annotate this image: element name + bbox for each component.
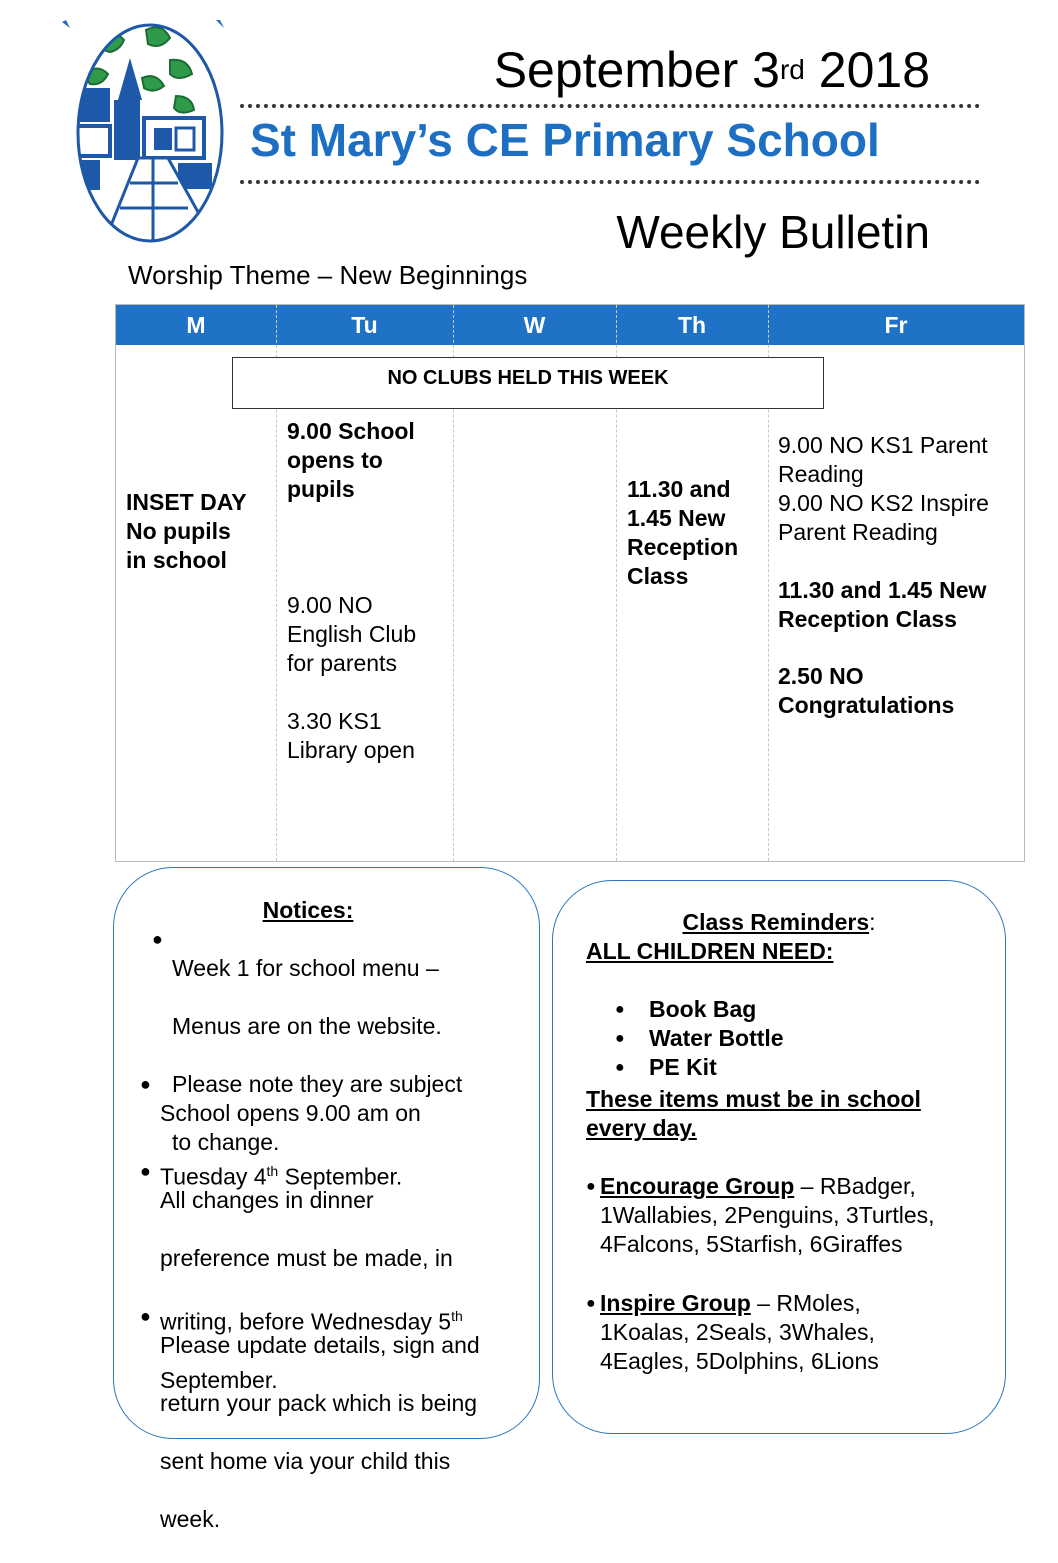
monday-cell: [126, 488, 247, 575]
inspire-label: Inspire Group: [600, 1290, 751, 1316]
encourage-label: Encourage Group: [600, 1173, 795, 1199]
list-item-text: Water Bottle: [649, 1025, 784, 1051]
monday-line: INSET DAY: [126, 489, 247, 515]
friday-line: 9.00 NO KS1 Parent: [778, 432, 988, 458]
notice-line: Please update details, sign and: [160, 1332, 480, 1358]
date-year: 2018: [804, 42, 930, 98]
notice-line: School opens 9.00 am on: [160, 1100, 421, 1126]
bullet-icon: ●: [140, 1306, 151, 1326]
dotted-divider-bottom: [240, 180, 980, 184]
bullet-icon: ●: [140, 1074, 151, 1094]
thursday-line: 1.45 New: [627, 505, 726, 531]
encourage-group: [586, 1172, 996, 1262]
header-tuesday: Tu: [351, 312, 378, 338]
encourage-line: 1Wallabies, 2Penguins, 3Turtles,: [600, 1202, 935, 1228]
friday-line: Congratulations: [778, 692, 955, 718]
no-clubs-banner: NO CLUBS HELD THIS WEEK: [232, 357, 824, 409]
bullet-icon: ●: [586, 1178, 596, 1195]
encourage-line: [600, 1172, 935, 1201]
bulletin-title: Weekly Bulletin: [616, 206, 930, 258]
monday-line: No pupils: [126, 518, 231, 544]
notice-line: sent home via your child this: [160, 1448, 451, 1474]
bullet-icon: ●: [586, 1295, 596, 1312]
notice-text: writing, before Wednesday 5: [160, 1308, 452, 1335]
notice-line: week.: [160, 1506, 221, 1532]
encourage-rest: – RBadger,: [794, 1173, 916, 1199]
header-wednesday: W: [523, 312, 546, 338]
must-line: every day.: [586, 1115, 697, 1141]
notice-line: Week 1 for school menu –: [172, 955, 439, 981]
dotted-divider-top: [240, 104, 980, 108]
thursday-line: Class: [627, 563, 689, 589]
list-item-text: PE Kit: [649, 1054, 717, 1080]
tuesday-line: opens to: [287, 447, 383, 473]
bullet-icon: ●: [140, 1161, 151, 1181]
date-suffix: rd: [779, 54, 805, 85]
notice-line: September.: [160, 1366, 278, 1393]
notice-sup: th: [451, 1308, 463, 1324]
notices-panel: [113, 867, 540, 1532]
bullet-icon: ●: [152, 929, 163, 949]
notice-line: preference must be made, in: [160, 1245, 453, 1271]
reminders-title-colon: :: [869, 909, 876, 935]
thursday-line: 11.30 and: [627, 476, 731, 502]
date-main: September 3: [493, 42, 780, 98]
must-line: These items must be in school: [586, 1086, 921, 1112]
monday-line: in school: [126, 547, 227, 573]
header-monday: M: [186, 312, 206, 338]
worship-theme: Worship Theme – New Beginnings: [128, 260, 528, 290]
list-item: [615, 995, 784, 1024]
list-item: [615, 1053, 784, 1082]
friday-line: 11.30 and 1.45 New: [778, 577, 987, 603]
tuesday-line: 9.00 NO: [287, 592, 373, 618]
timetable-header-row: [116, 305, 1024, 345]
notice-text: September.: [278, 1163, 403, 1190]
all-children-need: ALL CHILDREN NEED:: [586, 938, 834, 964]
reminders-title: [553, 908, 1005, 937]
notice-line: Menus are on the website.: [172, 1013, 442, 1039]
tuesday-line: English Club: [287, 621, 417, 647]
notices-title: Notices:: [262, 897, 354, 923]
tuesday-cell: [287, 417, 416, 765]
tuesday-line: for parents: [287, 650, 397, 676]
tuesday-line: 3.30 KS1: [287, 708, 382, 734]
list-item-text: Book Bag: [649, 996, 757, 1022]
header-friday: Fr: [884, 312, 908, 338]
notice-item: [140, 1302, 530, 1532]
notice-line: Please note they are subject: [172, 1071, 463, 1097]
notice-text: Tuesday 4: [160, 1163, 267, 1190]
friday-line: Reading: [778, 461, 864, 487]
encourage-line: 4Falcons, 5Starfish, 6Giraffes: [600, 1231, 903, 1257]
inspire-group: [586, 1289, 996, 1379]
class-reminders-panel: [552, 880, 1006, 1434]
header-thursday: Th: [677, 312, 707, 338]
notice-line: return your pack which is being: [160, 1390, 478, 1416]
bullet-icon: ●: [615, 1059, 625, 1076]
inspire-rest: – RMoles,: [750, 1290, 861, 1316]
notice-line: All changes in dinner: [160, 1187, 374, 1213]
bullet-icon: ●: [615, 1001, 625, 1018]
notice-sup: th: [266, 1163, 279, 1179]
friday-line: Reception Class: [778, 606, 957, 632]
tuesday-line: 9.00 School: [287, 418, 415, 444]
friday-cell: [778, 431, 989, 720]
bullet-icon: ●: [615, 1030, 625, 1047]
list-item: [615, 1024, 784, 1053]
tuesday-line: pupils: [287, 476, 355, 502]
school-logo: [58, 18, 228, 248]
friday-line: 9.00 NO KS2 Inspire: [778, 490, 989, 516]
reminders-title-text: Class Reminders: [682, 909, 870, 935]
bulletin-date: [494, 40, 930, 100]
inspire-line: 1Koalas, 2Seals, 3Whales,: [600, 1319, 875, 1345]
inspire-line: [600, 1289, 879, 1318]
school-name: St Mary’s CE Primary School: [250, 114, 880, 166]
thursday-line: Reception: [627, 534, 739, 560]
thursday-cell: [627, 475, 738, 591]
notice-line: to change.: [172, 1129, 280, 1155]
required-items-list: [615, 995, 784, 1082]
friday-line: Parent Reading: [778, 519, 938, 545]
tuesday-line: Library open: [287, 737, 415, 763]
friday-line: 2.50 NO: [778, 663, 864, 689]
inspire-line: 4Eagles, 5Dolphins, 6Lions: [600, 1348, 879, 1374]
must-be-in-school: [586, 1085, 921, 1143]
